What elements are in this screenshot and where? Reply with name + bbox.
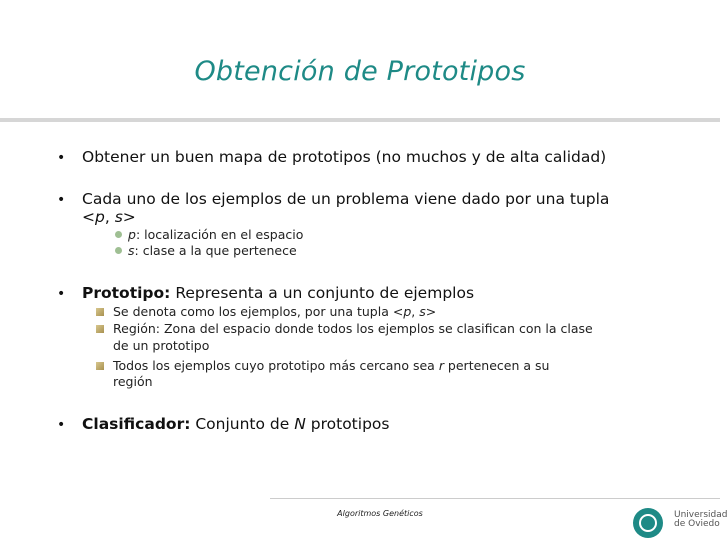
sub-bullet-p-text: : localización en el espacio xyxy=(135,227,304,242)
sub-bullet-region-cont: de un prototipo xyxy=(113,338,210,353)
tuple-close: > xyxy=(425,304,437,319)
prototipo-term: Prototipo: xyxy=(82,284,171,302)
sub-bullet-s xyxy=(128,244,297,258)
tuple-close: > xyxy=(122,208,136,226)
footer-title: Algoritmos Genéticos xyxy=(337,509,423,518)
tuple-p: p xyxy=(95,208,105,226)
footer-divider xyxy=(270,498,720,499)
bullet-marker: • xyxy=(57,192,66,208)
bullet-marker: • xyxy=(57,150,66,166)
sub-bullet-square xyxy=(96,308,104,316)
university-logo-icon xyxy=(633,508,663,538)
bullet-marker: • xyxy=(57,417,66,433)
clasificador-def-end: prototipos xyxy=(305,415,390,433)
bullet-2-text-cont xyxy=(82,208,136,227)
todos-text: Todos los ejemplos cuyo prototipo más cercano sea xyxy=(113,358,439,373)
clasificador-def: Conjunto de xyxy=(190,415,295,433)
sub-bullet-todos-cont: región xyxy=(113,374,153,389)
prototipo-definition: Representa a un conjunto de ejemplos xyxy=(170,284,475,302)
slide-title: Obtención de Prototipos xyxy=(194,56,526,87)
sub-bullet-todos xyxy=(113,359,549,373)
denota-text: Se denota como los ejemplos, por una tupla < xyxy=(113,304,404,319)
university-name xyxy=(674,511,728,529)
university-name-line1: Universidad xyxy=(674,510,728,520)
bullet-2-text: Cada uno de los ejemplos de un problema viene dado por una tupla xyxy=(82,190,610,208)
clasificador-term: Clasificador: xyxy=(82,415,191,433)
tuple-sep: , xyxy=(411,304,420,319)
tuple-open: < xyxy=(82,208,95,226)
sub-bullet-denota xyxy=(113,305,436,319)
sub-bullet-region: Región: Zona del espacio donde todos los ejemplos se clasifican con la clase xyxy=(113,321,593,336)
var-s: s xyxy=(419,304,426,319)
sub-bullet-p xyxy=(128,228,303,242)
var-s: s xyxy=(128,243,135,258)
sub-bullet-s-text: : clase a la que pertenece xyxy=(134,243,297,258)
todos-text-end: pertenecen a su xyxy=(443,358,550,373)
bullet-3-text xyxy=(82,284,474,303)
var-p: p xyxy=(403,304,412,319)
var-p: p xyxy=(128,227,136,242)
bullet-marker: • xyxy=(57,286,66,302)
university-name-line2: de Oviedo xyxy=(674,519,720,529)
bullet-4-text xyxy=(82,415,389,434)
sub-bullet-square xyxy=(96,325,104,333)
var-n: N xyxy=(294,415,306,433)
title-divider xyxy=(0,118,720,122)
sub-bullet-dot xyxy=(115,231,122,238)
tuple-sep: , xyxy=(104,208,115,226)
bullet-1-text: Obtener un buen mapa de prototipos (no muchos y de alta calidad) xyxy=(82,148,607,166)
sub-bullet-square xyxy=(96,362,104,370)
sub-bullet-dot xyxy=(115,247,122,254)
var-r: r xyxy=(438,358,444,373)
tuple-s: s xyxy=(114,208,123,226)
